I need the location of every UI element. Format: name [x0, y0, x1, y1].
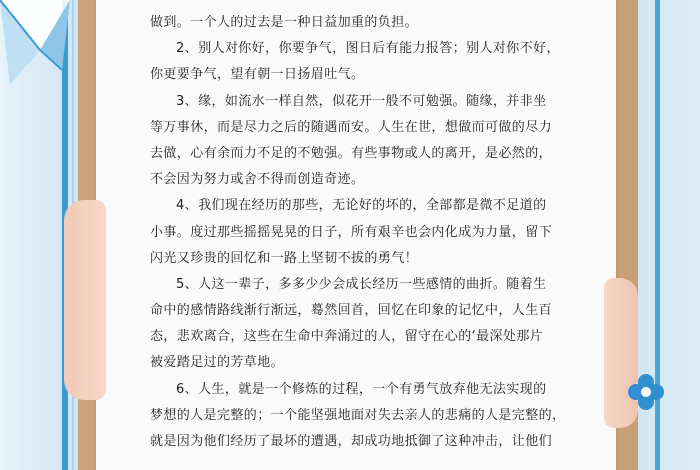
article-line: 2、别人对你好，你要争气，图日后有能力报答；别人对你不好，	[176, 41, 560, 57]
article-line: 你更要争气，望有朝一日扬眉吐气。	[150, 67, 365, 83]
article-line: 就是因为他们经历了最坏的遭遇，却成功地抵御了这种冲击，让他们	[150, 434, 553, 449]
article-line: 闪光又珍贵的回忆和一路上坚韧不拔的勇气！	[150, 250, 419, 266]
article-line: 做到。一个人的过去是一种日益加重的负担。	[150, 15, 419, 30]
article-line: 去做，心有余而力不足的不勉强。有些事物或人的离开，是必然的，	[150, 145, 553, 161]
article-line: 3、缘，如流水一样自然，似花开一般不可勉强。随缘，并非坐	[176, 93, 547, 109]
left-hand	[64, 200, 106, 400]
article-line: 命中的感情路线渐行渐远，蓦然回首，回忆在印象的记忆中，人生百	[150, 303, 553, 319]
article-line: 6、人生，就是一个修炼的过程，一个有勇气放弃他无法实现的	[176, 381, 547, 397]
flower-icon	[628, 374, 664, 410]
folded-paper-icon	[0, 0, 70, 90]
article-line: 态，悲欢离合，这些在生命中奔涌过的人，留守在心的‘最深处那片	[150, 329, 544, 345]
article-line: 5、人这一辈子，多多少少会成长经历一些感情的曲折。随着生	[176, 276, 547, 292]
article-line: 等万事休，而是尽力之后的随遇而安。人生在世，想做而可做的尽力	[150, 119, 553, 135]
article-line: 梦想的人是完整的；一个能坚强地面对失去亲人的悲痛的人是完整的，	[150, 407, 566, 423]
article-line: 不会因为努力或舍不得而创造奇迹。	[150, 172, 365, 188]
article-line: 4、我们现在经历的那些，无论好的坏的，全部都是微不足道的	[176, 198, 547, 214]
article-line: 被爱踏足过的芳草地。	[150, 355, 285, 371]
article-text	[150, 10, 580, 455]
article-line: 小事。度过那些摇摇晃晃的日子，所有艰辛也会内化成为力量，留下	[150, 224, 553, 240]
